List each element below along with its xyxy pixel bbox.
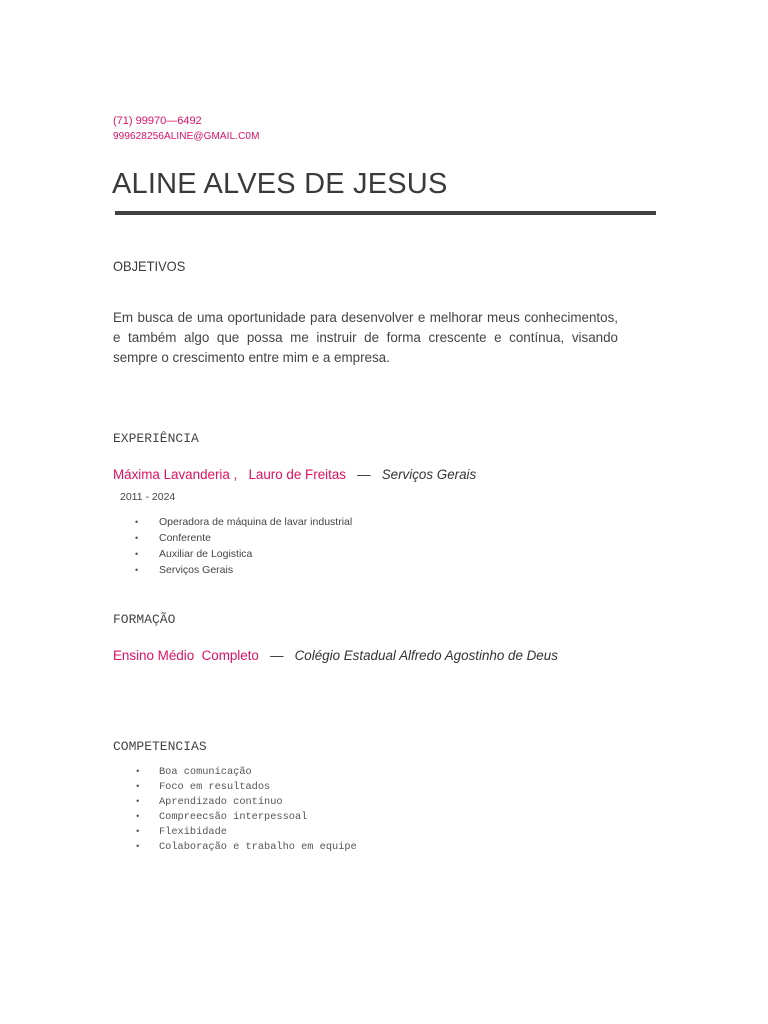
job-dates: 2011 - 2024: [120, 491, 176, 503]
skill-text: Boa comunicação: [159, 766, 252, 778]
list-item: [135, 795, 357, 810]
skill-text: Flexibidade: [159, 826, 227, 838]
bullet-icon: •: [135, 782, 141, 792]
job-company: Máxima Lavanderia ,: [113, 467, 238, 482]
skill-text: Foco em resultados: [159, 781, 271, 793]
list-item: [135, 765, 357, 780]
list-item: [135, 514, 352, 530]
list-item: [135, 530, 352, 546]
objective-paragraph: Em busca de uma oportunidade para desenvolver e melhorar meus conhecimentos, e também algo que possa me instruir de forma crescente e contínua, visando sempre o crescimento entre mim e a empresa.: [113, 310, 618, 365]
list-item: [135, 546, 352, 562]
bullet-icon: •: [135, 827, 141, 837]
bullet-icon: •: [135, 533, 139, 543]
name-divider: [115, 211, 656, 215]
bullet-icon: •: [135, 549, 139, 559]
job-role: Serviços Gerais: [381, 467, 477, 482]
contact-block: [113, 114, 260, 144]
education-line: [113, 648, 558, 663]
bullet-icon: •: [135, 565, 139, 575]
skill-text: Aprendizado contínuo: [159, 796, 283, 808]
education-school: Colégio Estadual Alfredo Agostinho de Deus: [294, 648, 558, 663]
list-item: [135, 810, 357, 825]
section-heading-formacao: FORMAÇÃO: [113, 612, 176, 627]
candidate-name: ALINE ALVES DE JESUS: [112, 168, 448, 200]
bullet-icon: •: [135, 842, 141, 852]
section-heading-objetivos: OBJETIVOS: [113, 258, 186, 274]
bullet-icon: •: [135, 767, 141, 777]
bullet-icon: •: [135, 517, 139, 527]
bullet-icon: •: [135, 797, 141, 807]
duty-text: Operadora de máquina de lavar industrial: [159, 516, 353, 528]
job-duties-list: [135, 514, 352, 578]
section-heading-experiencia: EXPERIÊNCIA: [113, 431, 199, 446]
list-item: [135, 562, 352, 578]
contact-phone: (71) 99970—6492: [113, 115, 202, 127]
duty-text: Serviços Gerais: [159, 564, 234, 576]
list-item: [135, 825, 357, 840]
education-separator: —: [270, 648, 284, 663]
bullet-icon: •: [135, 812, 141, 822]
education-degree: Ensino Médio Completo: [113, 648, 259, 663]
list-item: [135, 840, 357, 855]
skill-text: Colaboração e trabalho em equipe: [159, 841, 357, 853]
duty-text: Auxiliar de Logistica: [159, 548, 253, 560]
skill-text: Compreecsão interpessoal: [159, 811, 308, 823]
duty-text: Conferente: [159, 532, 211, 544]
job-location: Lauro de Freitas: [248, 467, 346, 482]
job-separator: —: [357, 467, 371, 482]
section-heading-competencias: COMPETENCIAS: [113, 739, 207, 754]
skills-list: [135, 765, 357, 855]
contact-email: 999628256ALINE@GMAIL.C0M: [113, 131, 260, 142]
job-title-line: [113, 467, 476, 482]
list-item: [135, 780, 357, 795]
